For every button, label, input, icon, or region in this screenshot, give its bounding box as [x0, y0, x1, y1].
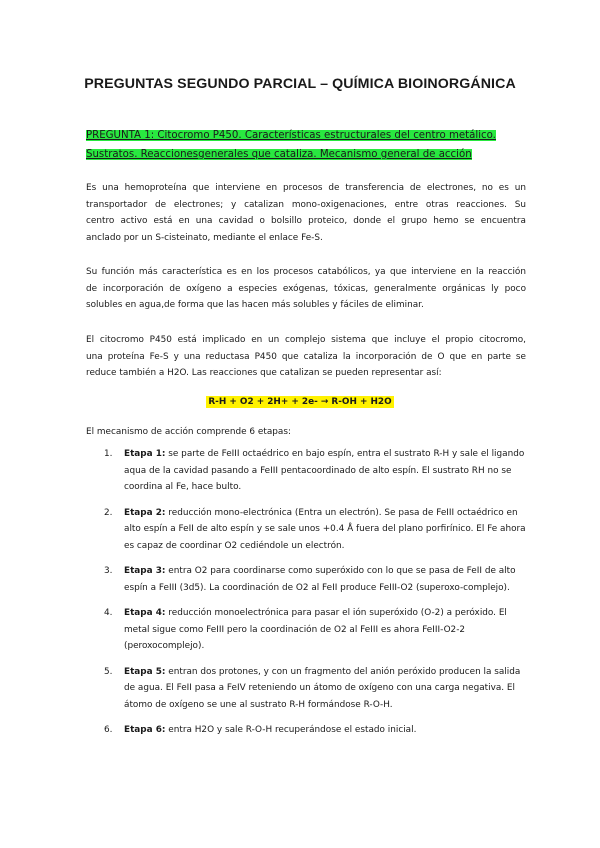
paragraph-line: solubles en agua,de forma que las hacen más solubles y fáciles de eliminar.: [86, 300, 424, 310]
paragraph-line: Su función más característica es en los procesos catabólicos, ya que interviene en la reacción: [86, 267, 526, 277]
step-text: entra H2O y sale R-O-H recuperándose el estado inicial.: [168, 725, 417, 735]
paragraph-line: anclado por un S-cisteinato, mediante el enlace Fe-S.: [86, 232, 323, 243]
paragraph-intro: [86, 180, 526, 246]
mechanism-intro-text: El mecanismo de acción comprende 6 etapas:: [86, 427, 291, 437]
step-number: 1.: [104, 449, 113, 459]
paragraph-line: de incorporación de oxígeno a especies exógenas, tóxicas, generalmente orgánicas ly poco: [86, 283, 526, 294]
step-text: entran dos protones, y con un fragmento del anión peróxido producen la salida de agua. El FeII pasa a FeIV reteniendo un átomo de oxígeno con una carga negativa. El átomo de oxígeno se une al sustrato R-H formándose R-O-H.: [124, 666, 521, 710]
list-item: [86, 446, 526, 496]
step-number: 2.: [104, 507, 113, 518]
list-item: [86, 722, 526, 739]
list-item: [86, 605, 526, 655]
steps-list: [86, 446, 526, 748]
step-label: Etapa 6:: [124, 725, 166, 735]
reaction-formula: [0, 389, 600, 408]
list-item: [86, 505, 526, 555]
step-label: Etapa 3:: [124, 566, 166, 576]
step-number: 5.: [104, 666, 113, 677]
paragraph-line: transportador de electrones; y catalizan mono-oxigenaciones, entre otras reacciones. Su: [86, 199, 526, 210]
step-text: se parte de FeIII octaédrico en bajo espín, entra el sustrato R-H y sale el ligando aqua de la cavidad pasando a FeIII pentacoordinado de alto espín. El sustrato RH no se coordina al Fe, hace bulto.: [124, 449, 525, 492]
step-text: reducción monoelectrónica para pasar el ión superóxido (O-2) a peróxido. El metal sigue como FeIII pero la coordinación de O2 al FeIII es ahora FeIII-O2-2 (peroxocomplejo).: [124, 608, 507, 651]
list-item: [86, 563, 526, 596]
step-number: 6.: [104, 725, 113, 735]
step-label: Etapa 1:: [124, 449, 166, 459]
paragraph-function: [86, 264, 526, 314]
step-number: 4.: [104, 608, 113, 618]
paragraph-line: centro activo está en una cavidad o bolsillo proteico, donde el grupo hemo se encuentra: [86, 216, 526, 226]
paragraph-line: reduce también a H2O. Las reacciones que catalizan se pueden representar así:: [86, 368, 442, 378]
mechanism-intro: [86, 424, 526, 441]
paragraph-line: una proteína Fe-S y una reductasa P450 que cataliza la incorporación de O que en parte se: [86, 351, 526, 362]
paragraph-line: Es una hemoproteína que interviene en procesos de transferencia de electrones, no es un: [86, 183, 526, 193]
step-label: Etapa 4:: [124, 608, 166, 618]
step-label: Etapa 5:: [124, 666, 166, 677]
step-label: Etapa 2:: [124, 507, 166, 518]
paragraph-line: El citocromo P450 está implicado en un complejo sistema que incluye el propio citocromo,: [86, 335, 526, 345]
reaction-equation: R-H + O2 + 2H+ + 2e- → R-OH + H2O: [208, 397, 392, 407]
step-number: 3.: [104, 566, 113, 576]
question-line-1: PREGUNTA 1: Citocromo P450. Características estructurales del centro metálico.: [86, 130, 496, 141]
document-title: PREGUNTAS SEGUNDO PARCIAL – QUÍMICA BIOINORGÁNICA: [84, 76, 516, 92]
paragraph-system: [86, 332, 526, 382]
question-heading: [86, 126, 526, 164]
step-text: reducción mono-electrónica (Entra un electrón). Se pasa de FeIII octaédrico en alto espín a FeII de alto espín y se sale unos +0.4 Å fuera del plano porfirínico. El Fe ahora es capaz de coordinar O2 cediéndole un electrón.: [124, 507, 526, 551]
question-line-2: Sustratos. Reaccionesgenerales que cataliza. Mecanismo general de acción: [86, 149, 472, 160]
step-text: entra O2 para coordinarse como superóxido con lo que se pasa de FeII de alto espín a FeIII (3d5). La coordinación de O2 al FeII produce FeIII-O2 (superoxo-complejo).: [124, 566, 516, 593]
list-item: [86, 664, 526, 714]
